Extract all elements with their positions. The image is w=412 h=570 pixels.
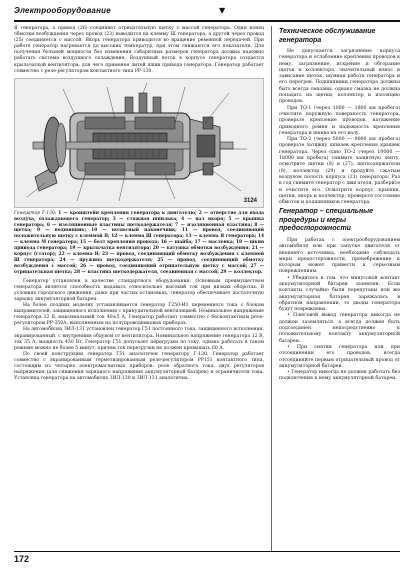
left-para-1: Я генератора, а привод (26) соединяет отрицательную щетку с массой генератора. Один конец обмотки возбуждения через провод (23) выводится на клемму Ш генератора, а другой через провод (25) соединяется с массой. Якорь генератора приводится во вращение ременной передачей. При работе генератор нагревается до высоких температур, при этом снижаются его показатели. Для получения большей мощности без изменения габаритных размеров генератора должна надежно работать система воздушного охлаждения. Воздушный поток в корпусе генератора создается крыльчаткой вентилятора, для чего применен литой шкив привода генератора. Генератор работает совместно с реле-регулятором контактного типа РР-130. <box>14 26 264 74</box>
section-title: Электрооборудование <box>14 6 111 15</box>
content-columns <box>14 26 400 552</box>
page-number: 172 <box>14 554 30 564</box>
left-para-2: Генератор установлен в качестве стандартного оборудования. Основным преимуществом генератора является способность выдавать относительно высокий ток при низких оборотах. В условиях городского движения, даже при частых остановках, генератор обеспечивает достаточную зарядку аккумуляторной батареи. <box>14 278 264 302</box>
left-column <box>14 26 264 552</box>
precaution-item-2: • Плюсовой вывод генератора никогда не должен заземляться, а всегда должен быть подсоединен непосредственно к положительному контакту аккумуляторной батареи. <box>279 313 400 344</box>
left-para-4: На автомобилях ЗИЛ-131 установлен генератор Г51 постоянного тока, защищенного исполнения, экранированный, с внутренним обдувом от вентилятора. Номинальное напряжение генератора 12 В, ток 35 А, мощность 450 Вт. Генератор Г51 допускает перегрузки по току, однако работать в таком режиме можно не более 5 минут, причем ток перегрузки не должен превышать 60 А. <box>14 327 264 351</box>
right-para-1: Не допускается загрязнение корпуса генератора и ослабление крепления проводов к нему, загрязнение, искрение и обгорание щеток и коллектора, значительный износ и зависание щеток, шумная работа генератора и его перегрев. Подшипники генератора должны быть всегда смазаны, однако смазка не должна попадать на щетки, коллектор и изоляцию проводов. <box>279 49 400 105</box>
generator-figure <box>14 78 264 208</box>
left-para-5: По своей конструкции генератор Г51 аналогичен генератору Г-130. Генератор работает совместно с экранированным герметизированным реле-регулятором РР151 контактного типа, состоящим из четырех электромагнитных приборов: реле обратного тока, двух регуляторов напряжения (для снижения зарядного напряжения аккумуляторной батареи) и ограничителя тока. Установка генератора на автомобилях ЗИЛ-130 и ЗИЛ-131 аналогична. <box>14 351 264 382</box>
page-footer <box>14 551 400 566</box>
caption-body: 1 — кронштейн крепления генератора к двигателю; 2 — отверстие для входа воздуха, охлаждающего генератор; 3 — стяжная шпилька; 4 — вал якоря; 5 — крышка генератора; 6 — изоляционные пластины щеткодержателя; 7 — изоляционная пластина; 8 — щетка; 9 — подшипник; 10 — полюсный наконечник; 11 — провод, соединяющий положительную щетку с клеммой Я; 12 — клемма Ш генератора; 13 — клемма Я генератора; 14 — клемма М генератора; 15 — болт крепления провода; 16 — шайба; 17 — масленка; 18 — шкив привода генератора; 19 — крыльчатка вентилятора; 20 — катушка обмотки возбуждения; 21 — корпус (статор); 22 — клемма Я; 23 — провод, соединяющий обмотку возбуждения с клеммой Ш генератора; 24 — пружина щеткодержателя; 25 — провод, соединяющий обмотку возбуждения с массой; 26 — провод, соединяющий отрицательную щетку с массой; 27 — отрицательная щетка; 28 — пластина щеткодержателя, соединенная с массой; 29 — коллектор. <box>14 210 264 275</box>
heading-maintenance: Техническое обслуживание генератора <box>279 28 376 44</box>
heading-precautions: Генератор – специальные процедуры и меры предосторожности <box>279 208 374 233</box>
precaution-item-1: • Убедитесь в том, что минусовой контакт аккумуляторной батареи заземлен. Если контакты случайно были перепутаны или же аккумуляторная батарея заряжалась в обратном направлении, то диоды генератора будут повреждены. <box>279 275 400 313</box>
figure-caption <box>14 211 264 276</box>
precaution-item-3: • При снятии генератора или при отсоединении его проводов, всегда отсоединяйте первым отрицательный провод от аккумуляторной батареи. <box>279 344 400 369</box>
header-marker-icon: ▼ <box>219 6 226 15</box>
right-para-3: При ТО-2 (через 5000 — 9000 км пробега) проверьте затяжку шпилек крепления крышек генератора. Через одно ТО-2 (через 10000 — 18000 км пробега) снимите защитную ленту, осмотрите щетки (8) и (27), щеткодержатели (8), коллектор (29) и продуйте сжатым воздухом полость корпуса (21) генератора. Раз в год снимите генератор с двигателя, разберите и очистите его. Осмотрите корпус, крышки, щетки, якорь и коллектор; проверьте состояние обмоток и подшипников генератора. <box>279 137 400 206</box>
generator-drawing-icon <box>15 79 264 207</box>
right-para-4: При работах с электрооборудованием автомобиля или при запуске двигателя от внешнего источника, необходимо соблюдать меры предосторожности, пренебрежение к которым может привести к серьезным повреждениям. <box>279 237 400 275</box>
right-column <box>271 26 400 552</box>
running-header <box>14 6 400 22</box>
left-para-3: На более поздних моделях устанавливается генератор Г250-И1 переменного тока с блоком выпрямителей, защищенного исполнения с принудительной вентиляцией. Номинальное напряжение генератора 12 В, максимальный ток 40±5 А. Генератор работает совместно с бесконтактным реле-регулятором РР-350А, выполненным на полупроводниковых приборах. <box>14 303 264 327</box>
right-para-2: При ТО-1 (через 1000 — 1800 км пробега) очистите наружную поверхность генератора, проверьте крепление проводов, натяжение приводного ремня и надежность крепления генератора и шкива на его валу. <box>279 105 400 136</box>
caption-lead: Генератор Г-130: <box>14 210 57 216</box>
figure-number: 3124 <box>243 197 257 204</box>
precaution-item-4: • Генератор никогда не должен работать без подключения к нему аккумуляторной батареи. <box>279 370 400 382</box>
